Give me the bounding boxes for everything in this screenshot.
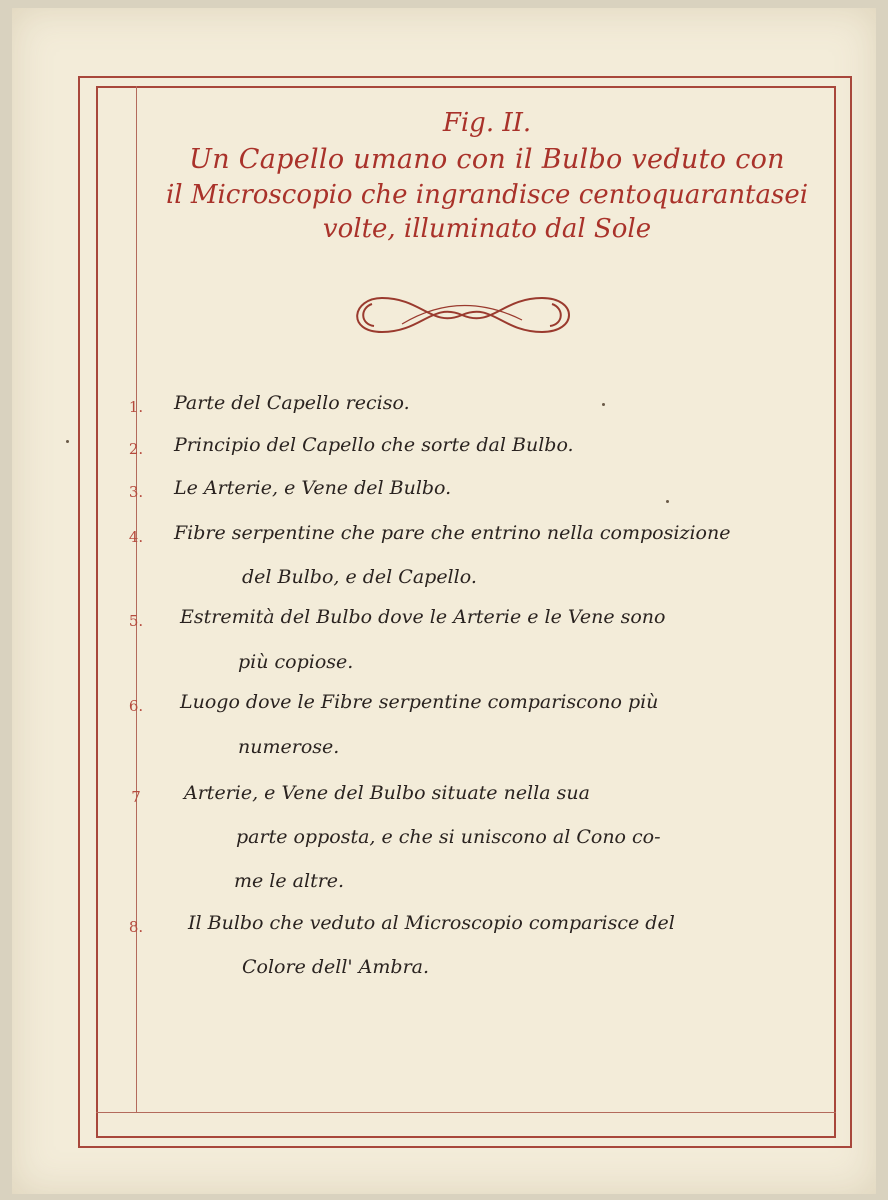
item-text-2: Principio del Capello che sorte dal Bulbo.: [174, 434, 574, 456]
manuscript-page: [12, 8, 876, 1194]
ink-speck: [666, 500, 669, 503]
item-number-4: 4.: [128, 528, 144, 546]
title-line-3: volte, illuminato dal Sole: [322, 214, 652, 244]
title-line-2: il Microscopio che ingrandisce centoquarantasei: [165, 180, 809, 210]
item-text-4-line-2: del Bulbo, e del Capello.: [242, 566, 477, 588]
title-line-1: Un Capello umano con il Bulbo veduto con: [189, 144, 785, 175]
item-text-7-line-2: parte opposta, e che si uniscono al Cono co-: [236, 826, 661, 848]
bottom-rule: [96, 1112, 836, 1113]
item-text-4-line-1: Fibre serpentine che pare che entrino nella composizione: [174, 522, 731, 544]
item-text-1: Parte del Capello reciso.: [174, 392, 410, 414]
figure-label: Fig. II.: [442, 108, 532, 138]
item-number-7: 7: [131, 788, 141, 806]
item-number-8: 8.: [128, 918, 144, 936]
item-text-8-line-1: Il Bulbo che veduto al Microscopio comparisce del: [188, 912, 675, 934]
item-number-6: 6.: [128, 697, 144, 715]
item-number-5: 5.: [128, 612, 144, 630]
item-text-6-line-1: Luogo dove le Fibre serpentine compariscono più: [180, 691, 659, 713]
item-text-5-line-2: più copiose.: [238, 651, 354, 673]
item-text-7-line-3: me le altre.: [234, 870, 345, 892]
item-text-7-line-1: Arterie, e Vene del Bulbo situate nella sua: [184, 782, 590, 804]
item-text-6-line-2: numerose.: [238, 736, 340, 758]
ink-speck: [602, 403, 605, 406]
calligraphic-flourish: [342, 280, 582, 350]
item-text-3: Le Arterie, e Vene del Bulbo.: [174, 477, 452, 499]
item-number-2: 2.: [128, 440, 144, 458]
item-text-5-line-1: Estremità del Bulbo dove le Arterie e le Vene sono: [180, 606, 666, 628]
item-number-3: 3.: [128, 483, 144, 501]
item-number-1: 1.: [128, 398, 144, 416]
item-text-8-line-2: Colore dell' Ambra.: [242, 956, 430, 978]
margin-rule: [136, 86, 137, 1112]
ink-speck: [66, 440, 69, 443]
